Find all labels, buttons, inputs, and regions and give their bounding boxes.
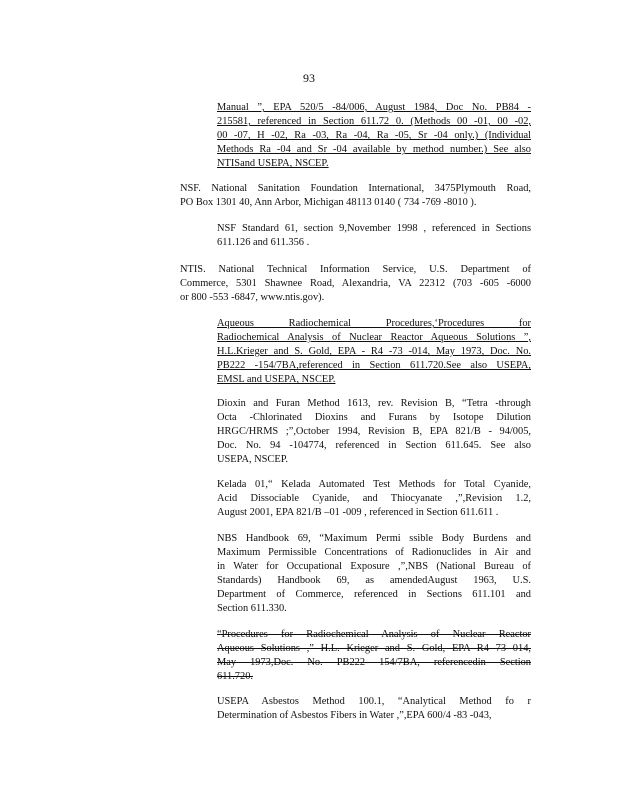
reference-line: Standards) Handbook 69, as amendedAugust 1963, U.S. [217, 575, 531, 587]
reference-line: Doc. No. 94 -104774, referenced in Section 611.645. See also [217, 440, 531, 452]
reference-line: Kelada 01,“ Kelada Automated Test Methods for Total Cyanide, [217, 479, 531, 490]
reference-entry-nsf-standard [217, 222, 531, 250]
reference-entry-nsf [180, 182, 531, 210]
reference-line: Methods Ra -04 and Sr -04 available by method number.) See also [217, 144, 531, 156]
reference-line: USEPA Asbestos Method 100.1, “Analytical Method fo r [217, 696, 531, 707]
reference-entry-dioxin [217, 397, 531, 467]
reference-line: NSF. National Sanitation Foundation International, 3475Plymouth Road, [180, 183, 531, 194]
reference-line: Manual ”, EPA 520/5 -84/006, August 1984, Doc No. PB84 - [217, 102, 531, 113]
page-number: 93 [303, 71, 315, 85]
reference-line: Aqueous Solutions ,” H.L. Krieger and S. Gold, EPA R4 73 014, [217, 643, 531, 655]
reference-entry-procedures-struck [217, 628, 531, 684]
reference-line: 611.720. [217, 671, 253, 683]
reference-entry-usepa-asbestos [217, 695, 531, 723]
reference-entry-manual-cont [217, 101, 531, 171]
reference-entry-kelada [217, 478, 531, 520]
reference-line: Maximum Permissible Concentrations of Radionuclides in Air and [217, 547, 531, 559]
reference-line: EMSL and USEPA, NSCEP. [217, 374, 336, 386]
reference-line: HRGC/HRMS ;”,October 1994, Revision B, EPA 821/B - 94/005, [217, 426, 531, 438]
reference-line: 611.126 and 611.356 . [217, 237, 310, 249]
reference-line: PB222 -154/7BA,referenced in Section 611.720.See also USEPA, [217, 360, 531, 372]
reference-line: 215581, referenced in Section 611.72 0. (Methods 00 -01, 00 -02, [217, 116, 531, 128]
reference-line: or 800 -553 -6847, www.ntis.gov). [180, 292, 325, 304]
reference-line: in Water for Occupational Exposure ,”,NBS (National Bureau of [217, 561, 531, 573]
reference-line: Section 611.330. [217, 603, 287, 615]
reference-line: NTIS. National Technical Information Service, U.S. Department of [180, 264, 531, 275]
reference-line: H.L.Krieger and S. Gold, EPA - R4 -73 -014, May 1973, Doc. No. [217, 346, 531, 358]
reference-line: Radiochemical Analysis of Nuclear Reactor Aqueous Solutions ”, [217, 332, 531, 344]
reference-entry-nbs [217, 532, 531, 617]
reference-line: August 2001, EPA 821/B –01 -009 , referenced in Section 611.611 . [217, 507, 499, 519]
reference-line: NBS Handbook 69, “Maximum Permi ssible Body Burdens and [217, 533, 531, 544]
reference-line: May 1973,Doc. No. PB222 154/7BA, referencedin Section [217, 657, 531, 669]
reference-line: USEPA, NSCEP. [217, 454, 288, 466]
reference-line: Octa -Chlorinated Dioxins and Furans by Isotope Dilution [217, 412, 531, 424]
reference-line: Determination of Asbestos Fibers in Water ,”,EPA 600/4 -83 -043, [217, 710, 492, 722]
reference-line: Aqueous Radiochemical Procedures,‘Procedures for [217, 318, 531, 329]
reference-entry-aqueous [217, 317, 531, 387]
reference-line: “Procedures for Radiochemical Analysis of Nuclear Reactor [217, 629, 531, 640]
reference-line: Commerce, 5301 Shawnee Road, Alexandria, VA 22312 (703 -605 -6000 [180, 278, 531, 290]
reference-line: PO Box 1301 40, Ann Arbor, Michigan 48113 0140 ( 734 -769 -8010 ). [180, 197, 477, 209]
reference-line: Acid Dissociable Cyanide, and Thiocyanate ,”,Revision 1.2, [217, 493, 531, 505]
reference-line: NTISand USEPA, NSCEP. [217, 158, 329, 170]
reference-line: NSF Standard 61, section 9,November 1998 , referenced in Sections [217, 223, 531, 234]
reference-line: Dioxin and Furan Method 1613, rev. Revision B, “Tetra -through [217, 398, 531, 409]
reference-line: 00 -07, H -02, Ra -03, Ra -04, Ra -05, Sr -04 only.) (Individual [217, 130, 531, 142]
reference-entry-ntis [180, 263, 531, 305]
reference-line: Department of Commerce, referenced in Sections 611.101 and [217, 589, 531, 601]
